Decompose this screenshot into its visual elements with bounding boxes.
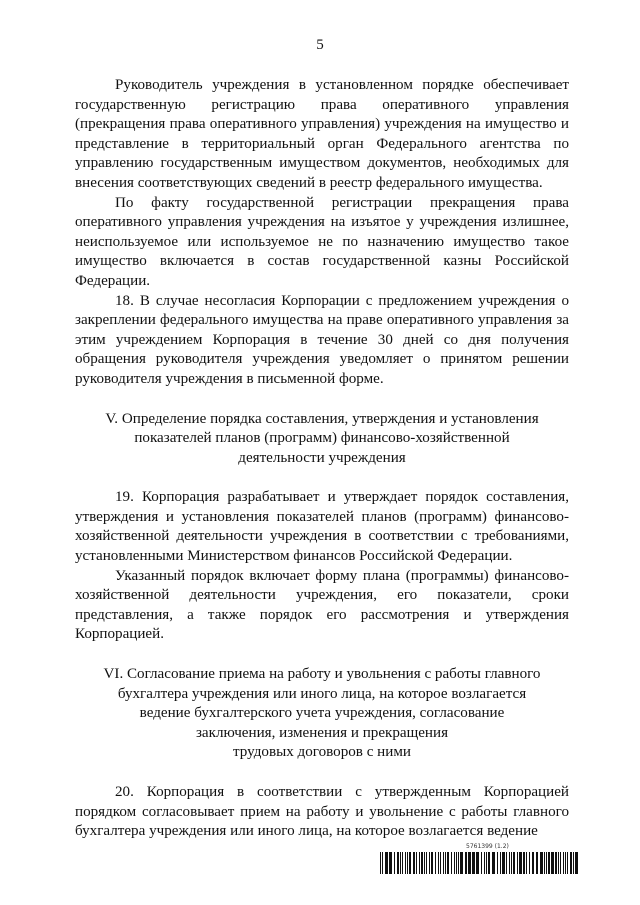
paragraph-procedure-contents: Указанный порядок включает форму плана (программы) финансово-хозяйственной деятельности учреждения, его показатели, сроки представления, а также порядок его рассмотрения и утверждения Корпорацией. bbox=[75, 567, 569, 643]
paragraph-registration: Руководитель учреждения в установленном порядке обеспечивает государственную регистрацию права оперативного управления (прекращения права оперативного управления) учреждения на имущество и представление в территориальный орган Федерального агентства по управлению государственным имуществом документов, необходимых для внесения соответствующих сведений в реестр федерального имущества. bbox=[75, 77, 569, 191]
spacer bbox=[75, 390, 569, 410]
section-heading-line: V. Определение порядка составления, утверждения и установления bbox=[105, 410, 539, 427]
section-heading-vi bbox=[75, 665, 569, 763]
section-heading-line: трудовых договоров с ними bbox=[233, 744, 411, 761]
spacer bbox=[75, 763, 569, 783]
barcode-caption: 5761399 (1.2) bbox=[466, 843, 509, 850]
paragraph-19: 19. Корпорация разрабатывает и утверждает порядок составления, утверждения и установления показателей планов (программ) финансово-хозяйственной деятельности учреждения в соответствии с требованиями, установленными Министерством финансов Российской Федерации. bbox=[75, 489, 569, 565]
paragraph-state-treasury: По факту государственной регистрации прекращения права оперативного управления учреждения на изъятое у учреждения излишнее, неиспользуемое или используемое не по назначению имущество такое имущество включается в состав государственной казны Российской Федерации. bbox=[75, 194, 569, 289]
section-heading-v bbox=[75, 410, 569, 469]
barcode-icon bbox=[380, 852, 580, 874]
spacer bbox=[75, 645, 569, 665]
section-heading-line: бухгалтера учреждения или иного лица, на которое возлагается bbox=[117, 685, 527, 702]
section-heading-line: показателей планов (программ) финансово-хозяйственной bbox=[134, 430, 510, 447]
section-heading-line: заключения, изменения и прекращения bbox=[195, 724, 449, 741]
section-heading-line: ведение бухгалтерского учета учреждения, согласование bbox=[139, 705, 505, 722]
document-body bbox=[75, 76, 569, 842]
paragraph-20: 20. Корпорация в соответствии с утвержденным Корпорацией порядком согласовывает прием на работу и увольнение с работы главного бухгалтера учреждения или иного лица, на которое возлагается ведение bbox=[75, 784, 569, 840]
paragraph-18: 18. В случае несогласия Корпорации с предложением учреждения о закреплении федерального имущества на праве оперативного управления за этим учреждением Корпорация в течение 30 дней со дня получения обращения руководителя учреждения уведомляет о принятом решении руководителя учреждения в письменной форме. bbox=[75, 292, 569, 387]
spacer bbox=[75, 468, 569, 488]
section-heading-line: деятельности учреждения bbox=[238, 449, 406, 466]
section-heading-line: VI. Согласование приема на работу и увольнения с работы главного bbox=[103, 666, 541, 683]
document-barcode bbox=[380, 843, 580, 881]
page-number: 5 bbox=[316, 37, 324, 53]
